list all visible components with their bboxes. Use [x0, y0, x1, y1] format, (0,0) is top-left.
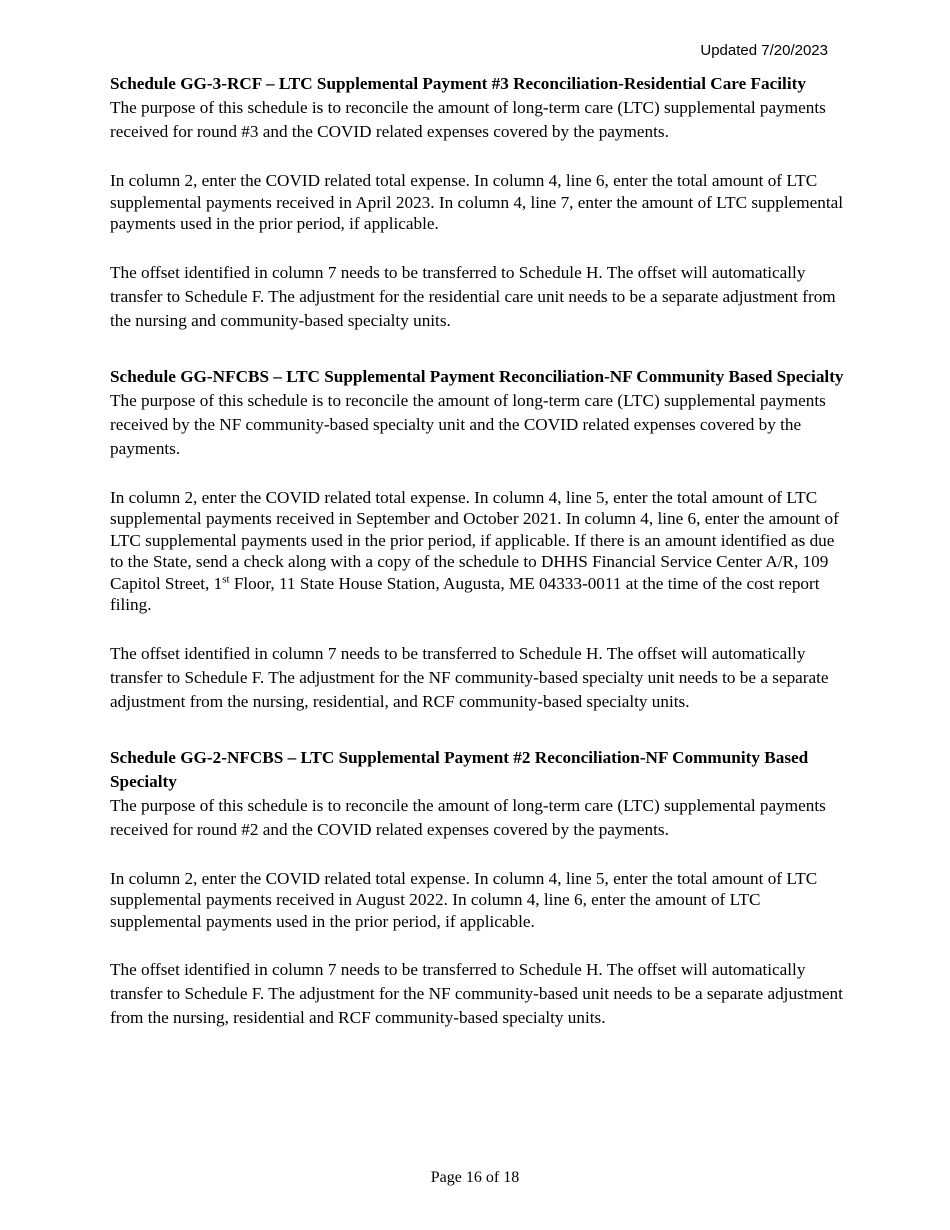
section-instructions: In column 2, enter the COVID related total expense. In column 4, line 5, enter the total amount of LTC supplemental payments received in August 2022. In column 4, line 6, enter the amount of LTC supplemental payments used in the prior period, if applicable.: [110, 868, 818, 931]
document-body: [110, 72, 848, 1030]
section-title: Schedule GG-3-RCF – LTC Supplemental Payment #3 Reconciliation-Residential Care Facility: [110, 74, 806, 93]
section-title: Schedule GG-NFCBS – LTC Supplemental Payment Reconciliation-NF Community Based Specialty: [110, 366, 844, 386]
section-purpose: The purpose of this schedule is to reconcile the amount of long-term care (LTC) supplemental payments received for round #2 and the COVID related expenses covered by the payments.: [110, 795, 826, 839]
section-title: Schedule GG-2-NFCBS – LTC Supplemental Payment #2 Reconciliation-NF Community Based Specialty: [110, 747, 809, 791]
instructions-part-a: In column 2, enter the COVID related total expense. In column 4, line 5, enter the total amount of LTC supplemental payments received in September and October 2021. In column 4, line 6, enter the amount of LTC supplemental payments used in the prior period, if applicable. If there is an amount identified as due to the State, send a check along with a copy of the schedule to DHHS Financial Service Center A/R, 109 Capitol Street, 1: [110, 487, 839, 593]
section-offset: The offset identified in column 7 needs to be transferred to Schedule H. The offset will automatically transfer to Schedule F. The adjustment for the NF community-based unit needs to be a separate adjustment from the nursing, residential and RCF community-based specialty units.: [110, 960, 843, 1027]
section-instructions: [110, 487, 848, 616]
section-offset: The offset identified in column 7 needs to be transferred to Schedule H. The offset will automatically transfer to Schedule F. The adjustment for the NF community-based specialty unit needs to be a separate adjustment from the nursing, residential, and RCF community-based specialty units.: [110, 643, 829, 711]
section-gg-3-rcf: [110, 72, 848, 333]
section-offset: The offset identified in column 7 needs to be transferred to Schedule H. The offset will automatically transfer to Schedule F. The adjustment for the residential care unit needs to be a separate adjustment from the nursing and community-based specialty units.: [110, 262, 836, 330]
ordinal-suffix: st: [222, 572, 230, 585]
section-gg-2-nfcbs: [110, 746, 848, 1031]
section-purpose: The purpose of this schedule is to reconcile the amount of long-term care (LTC) supplemental payments received for round #3 and the COVID related expenses covered by the payments.: [110, 98, 826, 141]
instructions-part-b: Floor, 11 State House Station, Augusta, ME 04333-0011 at the time of the cost report filing.: [110, 573, 820, 614]
section-purpose: The purpose of this schedule is to reconcile the amount of long-term care (LTC) supplemental payments received by the NF community-based specialty unit and the COVID related expenses covered by the payments.: [110, 390, 826, 458]
section-gg-nfcbs: [110, 365, 848, 714]
page-number: Page 16 of 18: [430, 1169, 520, 1186]
updated-date: Updated 7/20/2023: [700, 42, 828, 59]
section-instructions: In column 2, enter the COVID related total expense. In column 4, line 6, enter the total amount of LTC supplemental payments received in April 2023. In column 4, line 7, enter the amount of LTC supplemental payments used in the prior period, if applicable.: [110, 171, 844, 233]
